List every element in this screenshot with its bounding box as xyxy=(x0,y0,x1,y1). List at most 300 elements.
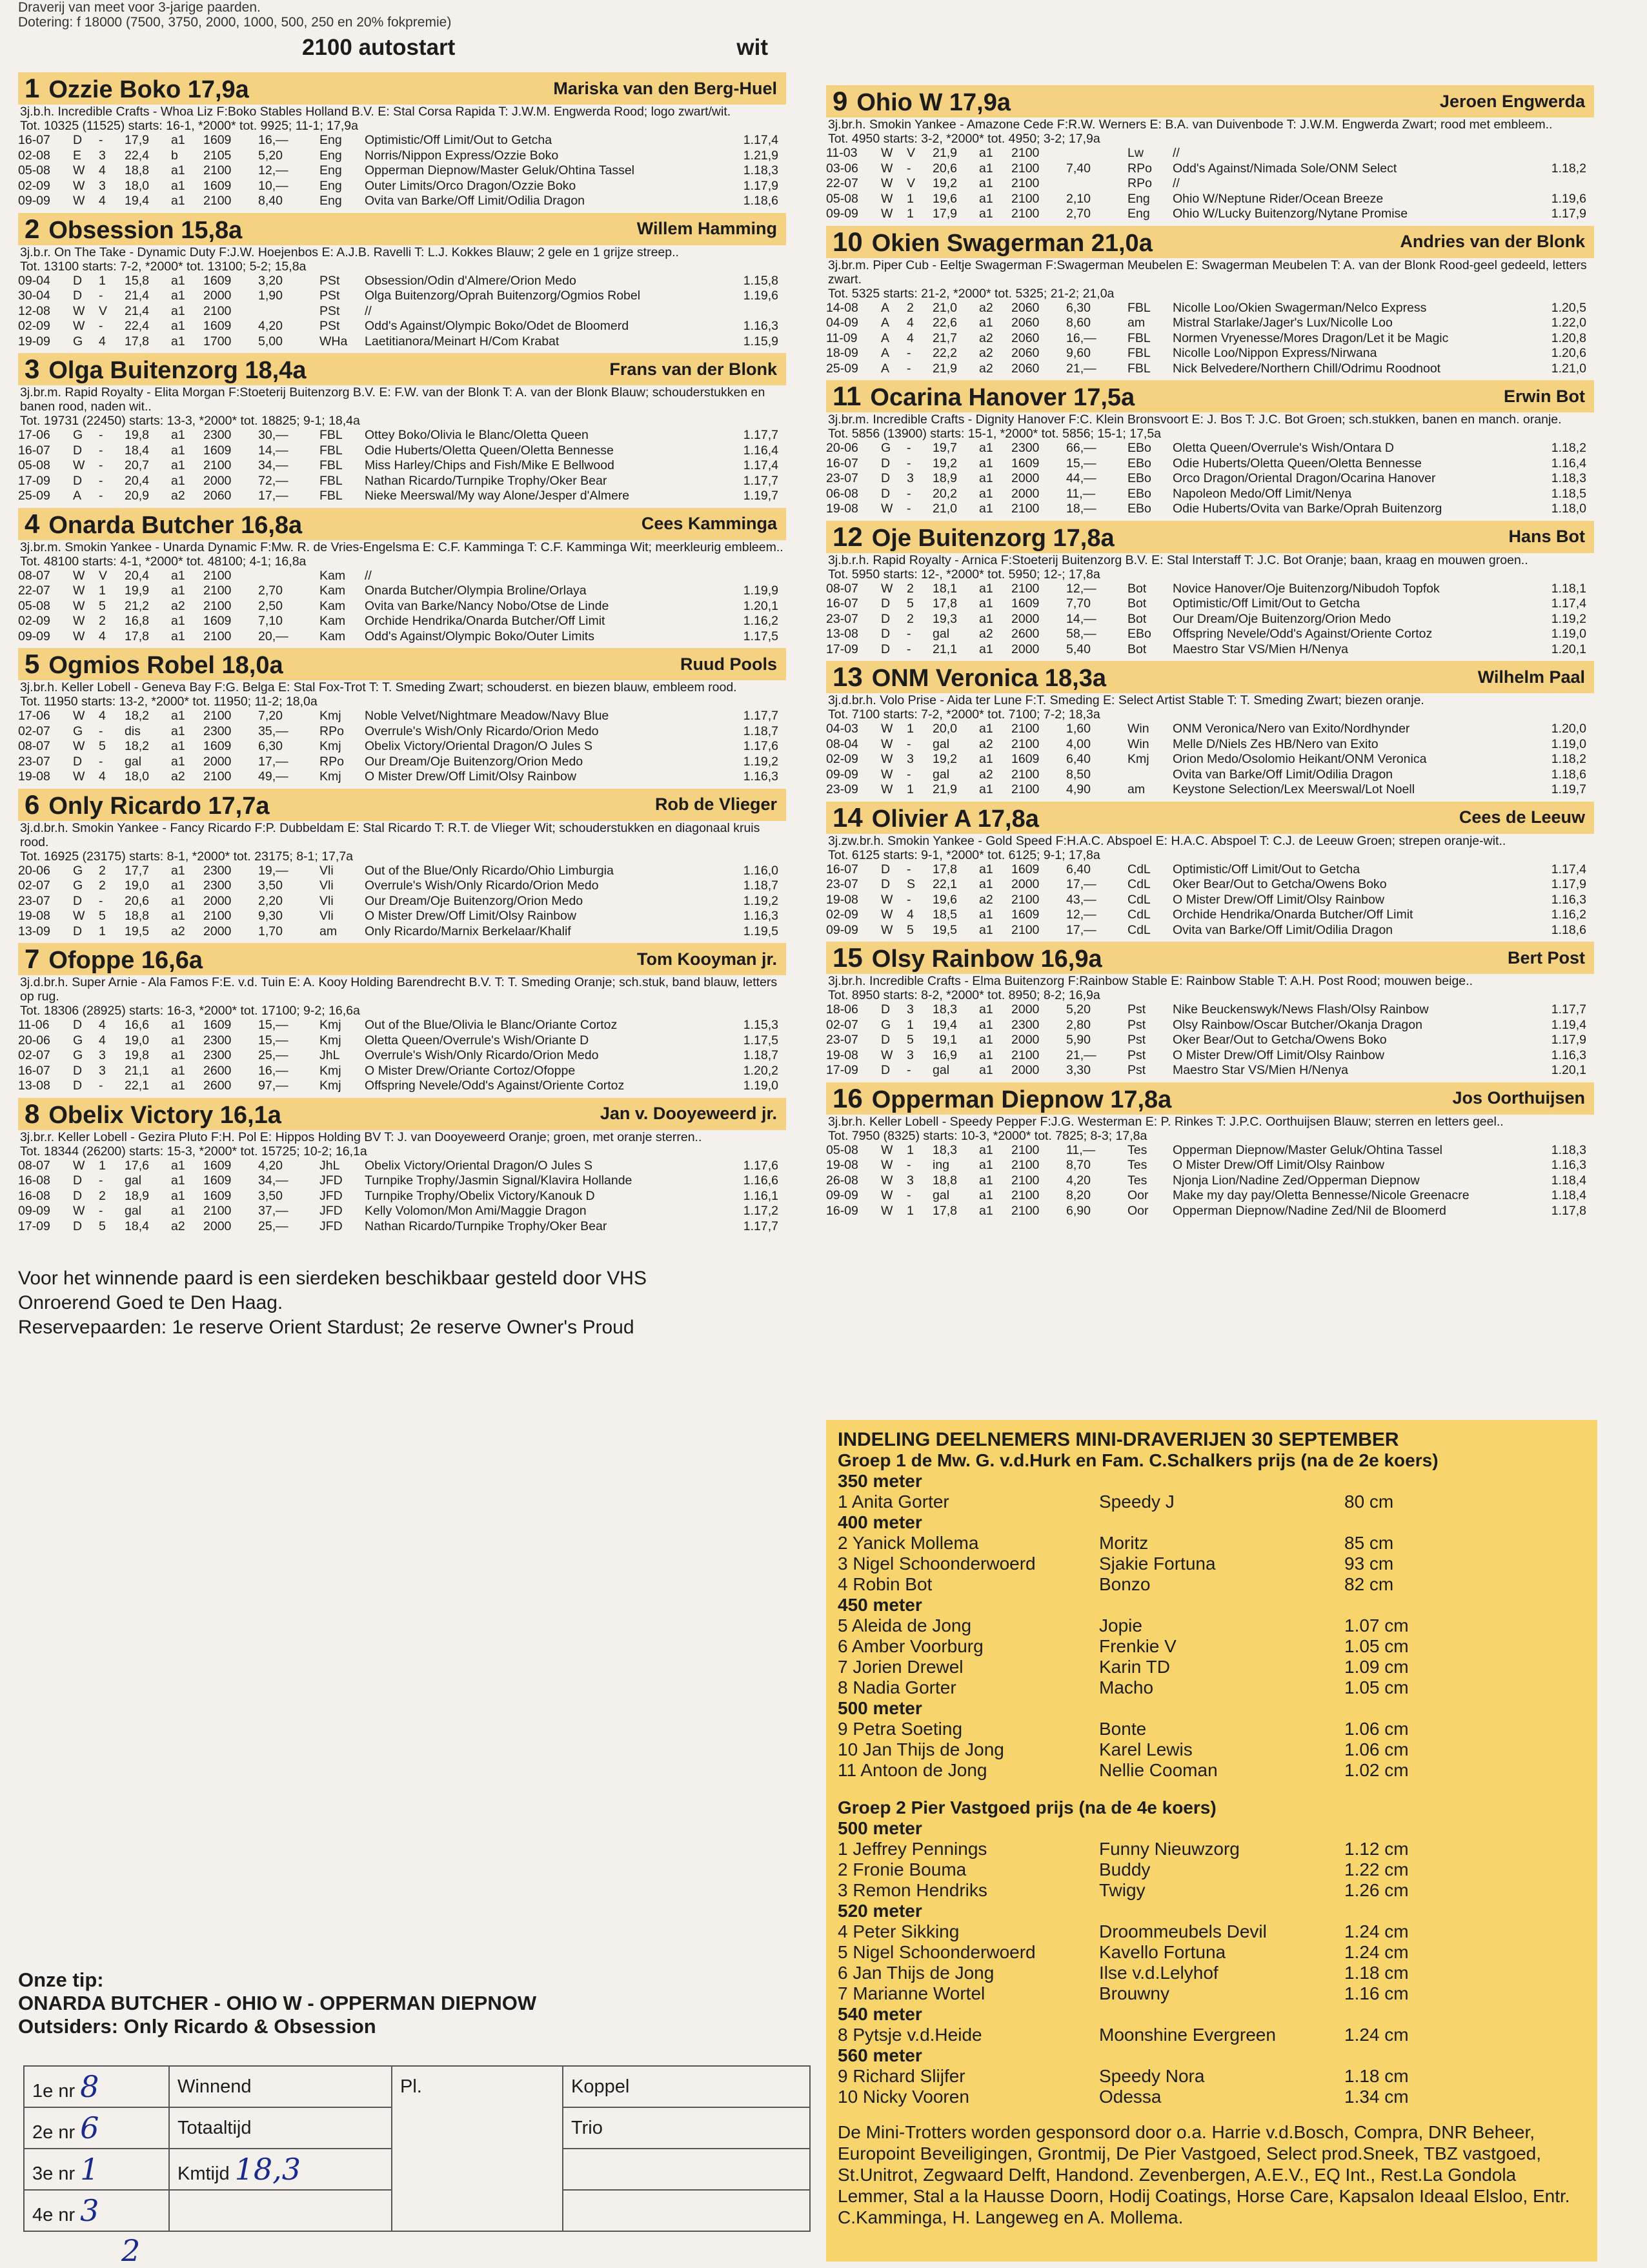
form-cell: 15,8 xyxy=(125,273,149,288)
form-cell: D xyxy=(73,1063,83,1078)
form-cell: W xyxy=(73,458,85,472)
form-row xyxy=(826,1188,1593,1204)
form-cell: 09-04 xyxy=(18,273,50,288)
form-cell: Nathan Ricardo/Turnpike Trophy/Oker Bear xyxy=(365,1219,607,1233)
form-cell: G xyxy=(73,428,83,442)
form-row xyxy=(826,862,1593,878)
form-cell: Bot xyxy=(1127,596,1147,611)
horse-name: Ogmios Robel 18,0a xyxy=(48,652,283,679)
form-cell: 21,— xyxy=(1066,361,1096,376)
pony-height: 1.06 cm xyxy=(1344,1719,1409,1739)
pony-height: 1.05 cm xyxy=(1344,1677,1409,1697)
form-cell: 4 xyxy=(907,330,914,345)
form-cell: a1 xyxy=(979,1173,993,1188)
form-cell: 20,— xyxy=(258,629,288,643)
participant-row xyxy=(838,2087,1586,2107)
form-cell: a1 xyxy=(979,581,993,596)
form-cell: - xyxy=(99,428,103,442)
form-cell: 3,20 xyxy=(258,273,283,288)
pedigree: 3j.br.m. Rapid Royalty - Elita Morgan F:Stoeterij Buitenzorg B.V. E: F.W. van der Blonk T: A. van der Blonk Blauw; schouderstukken en banen rood, naden wit.. xyxy=(20,385,765,414)
form-cell: 08-07 xyxy=(18,568,50,583)
form-cell: Our Dream/Oje Buitenzorg/Orion Medo xyxy=(365,754,583,769)
form-cell: a2 xyxy=(979,330,993,345)
pedigree: 3j.br.m. Smokin Yankee - Unarda Dynamic F:Mw. R. de Vries-Engelsma E: C.F. Kamminga T: C.F. Kamminga Wit; meerkleurig embleem.. xyxy=(20,540,783,554)
form-cell: 8,60 xyxy=(1066,316,1091,330)
pony-height: 1.34 cm xyxy=(1344,2087,1409,2107)
career-totals: Tot. 5856 (13900) starts: 15-1, *2000* tot. 5856; 15-1; 17,5a xyxy=(828,427,1162,441)
form-cell: D xyxy=(73,1018,83,1032)
form-cell: Orco Dragon/Oriental Dragon/Ocarina Hanover xyxy=(1173,471,1436,485)
right-spacer xyxy=(826,0,1594,85)
form-cell: Kelly Volomon/Mon Ami/Maggie Dragon xyxy=(365,1204,587,1218)
form-pl-space-3 xyxy=(392,2190,563,2231)
form-row xyxy=(18,909,785,924)
form-cell: Our Dream/Oje Buitenzorg/Orion Medo xyxy=(365,893,583,908)
form-cell: 2300 xyxy=(203,724,232,738)
form-cell: 1.17,5 xyxy=(743,1033,778,1048)
horse-header xyxy=(826,661,1594,693)
form-blank[interactable] xyxy=(563,2149,810,2190)
form-cell: 18,4 xyxy=(125,443,149,458)
form-2e-nr[interactable]: 2e nr 6 xyxy=(24,2107,169,2149)
form-cell: 22,1 xyxy=(933,877,957,891)
horse-header xyxy=(18,213,786,245)
form-cell: 2100 xyxy=(1011,922,1040,937)
form-cell: a1 xyxy=(979,722,993,736)
form-cell: W xyxy=(881,1173,893,1188)
form-cell: ing xyxy=(933,1158,950,1172)
career-totals: Tot. 7950 (8325) starts: 10-3, *2000* tot. 7825; 8-3; 17,8a xyxy=(828,1128,1147,1143)
form-cell: 1.18,7 xyxy=(743,724,778,738)
form-row xyxy=(18,1204,785,1219)
form-cell: FBL xyxy=(1127,330,1151,345)
form-cell: a2 xyxy=(171,1219,185,1233)
form-cell: 22,4 xyxy=(125,319,149,333)
form-row xyxy=(18,1033,785,1049)
pony-name: Funny Nieuwzorg xyxy=(1099,1839,1240,1859)
form-cell: RPo xyxy=(1127,161,1152,176)
form-cell: - xyxy=(99,443,103,458)
form-cell: a1 xyxy=(171,583,185,598)
handwritten-1: 8 xyxy=(80,2069,99,2104)
form-cell: D xyxy=(73,443,83,458)
form-cell: JhL xyxy=(319,1048,340,1062)
form-cell: 18,4 xyxy=(125,1219,149,1233)
form-cell: a1 xyxy=(171,428,185,442)
form-cell: 20-06 xyxy=(18,1033,50,1048)
form-cell: 2100 xyxy=(1011,191,1040,206)
pony-name: Bonzo xyxy=(1099,1574,1151,1594)
form-cell: 17,8 xyxy=(125,334,149,349)
form-cell: 15,— xyxy=(258,1033,288,1048)
form-cell: Njonja Lion/Nadine Zed/Opperman Diepnow xyxy=(1173,1173,1420,1188)
form-cell: 2100 xyxy=(203,909,232,923)
participant-name: 6 Jan Thijs de Jong xyxy=(838,1963,995,1983)
form-cell: a1 xyxy=(171,739,185,753)
form-koppel[interactable]: Koppel xyxy=(563,2066,810,2107)
form-cell: 2,70 xyxy=(258,583,283,598)
form-cell: 2,20 xyxy=(258,893,283,908)
participant-row xyxy=(838,2066,1586,2087)
participant-name: 3 Remon Hendriks xyxy=(838,1880,987,1900)
form-table xyxy=(826,862,1593,938)
form-cell: a1 xyxy=(171,319,185,333)
form-cell: Turnpike Trophy/Obelix Victory/Kanouk D xyxy=(365,1188,595,1203)
pony-height: 1.05 cm xyxy=(1344,1636,1409,1656)
form-table xyxy=(826,146,1593,222)
form-cell: 1.16,3 xyxy=(1551,1158,1586,1172)
form-cell: 18,9 xyxy=(125,1188,149,1203)
form-cell: 4 xyxy=(99,1018,106,1032)
form-cell: 1 xyxy=(907,722,914,736)
pony-height: 1.26 cm xyxy=(1344,1880,1409,1900)
form-row xyxy=(826,1063,1593,1078)
form-cell: 2,50 xyxy=(258,598,283,613)
form-cell: 2000 xyxy=(1011,471,1040,485)
form-cell: 1 xyxy=(907,191,914,206)
form-cell: Vli xyxy=(319,909,334,923)
form-blank-2[interactable] xyxy=(169,2190,392,2231)
pedigree: 3j.b.r. On The Take - Dynamic Duty F:J.W. Hoejenbos E: A.J.B. Ravelli T: L.J. Kokkes Blauw; 2 gele en 1 grijze streep.. xyxy=(20,245,679,259)
form-cell: 2100 xyxy=(203,629,232,643)
form-cell: Bot xyxy=(1127,642,1147,656)
tip-section xyxy=(18,1969,536,2038)
form-cell: Vli xyxy=(319,863,334,878)
form-cell: 1.18,6 xyxy=(1551,922,1586,937)
form-cell: 2100 xyxy=(203,194,232,208)
form-cell: 17,8 xyxy=(933,1203,957,1218)
form-cell: 1609 xyxy=(203,178,232,193)
form-row xyxy=(826,471,1593,487)
form-cell: 5 xyxy=(99,1219,106,1233)
horse-name: Opperman Diepnow 17,8a xyxy=(871,1086,1172,1113)
form-cell: 14,— xyxy=(258,443,288,458)
form-cell: a1 xyxy=(171,163,185,177)
form-cell: 1609 xyxy=(1011,862,1040,876)
form-cell: W xyxy=(73,303,85,318)
form-cell: D xyxy=(73,1078,83,1093)
form-cell xyxy=(258,569,319,584)
form-row xyxy=(18,924,785,940)
form-row xyxy=(18,163,785,179)
race-distance: 2100 autostart xyxy=(302,35,456,60)
form-cell: Overrule's Wish/Only Ricardo/Orion Medo xyxy=(365,1048,599,1062)
pony-name: Buddy xyxy=(1099,1859,1151,1879)
form-cell: Odie Huberts/Oletta Queen/Oletta Bennesse xyxy=(365,443,614,458)
form-cell: 1.16,2 xyxy=(743,614,778,628)
form-cell: 1,70 xyxy=(258,924,283,938)
form-cell: 1.21,9 xyxy=(743,148,778,163)
form-row xyxy=(826,146,1593,161)
form-cell: Kam xyxy=(319,614,346,628)
form-cell: 18,8 xyxy=(933,1173,957,1188)
distance-heading: 500 meter xyxy=(838,1818,922,1838)
form-cell: Kmj xyxy=(1127,752,1149,766)
form-cell: RPo xyxy=(1127,176,1152,190)
form-cell: W xyxy=(73,583,85,598)
form-cell: O Mister Drew/Off Limit/Olsy Rainbow xyxy=(1173,1158,1384,1172)
form-cell: Odie Huberts/Ovita van Barke/Oprah Buitenzorg xyxy=(1173,501,1442,516)
horse-name: Ohio W 17,9a xyxy=(856,89,1011,116)
form-cell: 6,40 xyxy=(1066,752,1091,766)
horse-number: 14 xyxy=(833,802,863,833)
horse-number: 13 xyxy=(833,662,863,692)
form-cell: 21,2 xyxy=(125,598,149,613)
horse-number: 5 xyxy=(25,649,40,679)
form-blank-3[interactable] xyxy=(563,2190,810,2231)
form-cell: Offspring Nevele/Odd's Against/Oriente Cortoz xyxy=(1173,627,1433,641)
form-cell: 2100 xyxy=(1011,1142,1040,1157)
form-pl[interactable]: Pl. xyxy=(392,2066,563,2107)
form-cell: 2100 xyxy=(1011,1203,1040,1218)
form-cell: E xyxy=(73,148,82,163)
career-totals: Tot. 5950 starts: 12-, *2000* tot. 5950; 12-; 17,8a xyxy=(828,567,1100,582)
form-cell: Opperman Diepnow/Master Geluk/Ohtina Tassel xyxy=(365,163,635,177)
form-cell: 16-07 xyxy=(826,862,858,876)
form-cell: 5,40 xyxy=(1066,642,1091,656)
form-cell: 19,9 xyxy=(125,583,149,598)
form-cell: a1 xyxy=(171,1204,185,1218)
pony-name: Speedy J xyxy=(1099,1492,1175,1512)
form-totaaltijd[interactable]: Totaaltijd xyxy=(169,2107,392,2149)
horse-name: Only Ricardo 17,7a xyxy=(48,792,270,820)
form-cell: 4,00 xyxy=(1066,736,1091,751)
form-row xyxy=(18,443,785,459)
form-cell: 21,1 xyxy=(933,642,957,656)
form-cell: D xyxy=(881,877,891,891)
pedigree: 3j.br.h. Keller Lobell - Geneva Bay F:G. Belga E: Stal Fox-Trot T: T. Smeding Zwart; schouderst. en biezen blauw, embleem rood. xyxy=(20,680,737,694)
form-cell: 6,30 xyxy=(258,739,283,753)
race-header xyxy=(18,35,786,61)
form-cell: 18-06 xyxy=(826,1002,858,1017)
form-cell: Ovita van Barke/Nancy Nobo/Otse de Linde xyxy=(365,598,609,613)
form-row xyxy=(826,456,1593,472)
career-totals: Tot. 19731 (22450) starts: 13-3, *2000* tot. 18825; 9-1; 18,4a xyxy=(20,414,360,428)
form-4e-nr[interactable]: 4e nr 3 xyxy=(24,2190,169,2231)
form-cell: Tes xyxy=(1127,1142,1147,1157)
form-cell: Novice Hanover/Oje Buitenzorg/Nibudoh Topfok xyxy=(1173,581,1440,596)
form-cell: EBo xyxy=(1127,471,1151,485)
form-cell: - xyxy=(907,892,911,907)
form-cell: 2,80 xyxy=(1066,1017,1091,1032)
form-cell: 18,2 xyxy=(125,709,149,723)
form-cell: 16,8 xyxy=(125,614,149,628)
form-cell: a2 xyxy=(171,769,185,784)
form-cell: a1 xyxy=(979,456,993,471)
form-cell: 3 xyxy=(907,1173,914,1188)
form-cell: 20,4 xyxy=(125,568,149,583)
form-cell: Kmj xyxy=(319,709,341,723)
pony-name: Ilse v.d.Lelyhof xyxy=(1099,1963,1218,1983)
form-trio[interactable]: Trio xyxy=(563,2107,810,2149)
form-cell: 1.15,3 xyxy=(743,1018,778,1032)
career-totals: Tot. 5325 starts: 21-2, *2000* tot. 5325; 21-2; 21,0a xyxy=(828,286,1115,301)
form-winnend[interactable]: Winnend xyxy=(169,2066,392,2107)
form-cell: 1.17,8 xyxy=(1551,1203,1586,1218)
form-cell: 4,90 xyxy=(1066,782,1091,796)
form-row xyxy=(18,864,785,879)
form-cell: 05-08 xyxy=(18,163,50,177)
form-cell: 2 xyxy=(99,1188,106,1203)
form-cell: Eng xyxy=(319,148,342,163)
form-cell: Nicolle Loo/Okien Swagerman/Nelco Express xyxy=(1173,300,1427,315)
form-cell: Eng xyxy=(319,178,342,193)
form-cell: a2 xyxy=(171,598,185,613)
form-cell: Pst xyxy=(1127,1002,1146,1017)
form-cell: 1.17,4 xyxy=(743,458,778,472)
form-cell: 02-09 xyxy=(826,752,858,766)
form-cell: 9,30 xyxy=(258,909,283,923)
pedigree: 3j.d.br.h. Smokin Yankee - Fancy Ricardo F:P. Dubbeldam E: Stal Ricardo T: R.T. de Vlieger Wit; schouderstukken en diagonaal kruis rood. xyxy=(20,820,760,849)
form-cell: 2100 xyxy=(203,598,232,613)
form-cell: a1 xyxy=(171,893,185,908)
form-cell: W xyxy=(73,614,85,628)
mini-group-2-list xyxy=(838,1818,1586,2107)
form-cell: G xyxy=(73,334,83,349)
form-row xyxy=(826,907,1593,923)
form-cell: 1.21,0 xyxy=(1551,361,1586,376)
form-cell: 1.18,6 xyxy=(743,194,778,208)
form-cell: - xyxy=(99,1204,103,1218)
form-cell xyxy=(681,304,785,319)
form-cell: 18-09 xyxy=(826,346,858,360)
form-cell: 2100 xyxy=(1011,146,1040,160)
form-cell: Olga Buitenzorg/Oprah Buitenzorg/Ogmios Robel xyxy=(365,289,641,303)
form-cell: 17,— xyxy=(1066,922,1096,937)
form-cell: 08-04 xyxy=(826,736,858,751)
form-cell: 1609 xyxy=(203,1173,232,1188)
form-cell: W xyxy=(73,163,85,177)
form-cell: 1.19,6 xyxy=(743,289,778,303)
form-cell: 3 xyxy=(907,471,914,485)
form-cell: Odd's Against/Nimada Sole/ONM Select xyxy=(1173,161,1397,176)
form-row xyxy=(18,629,785,645)
horse-header xyxy=(826,226,1594,258)
form-cell: a1 xyxy=(171,1048,185,1062)
form-cell: 1609 xyxy=(203,739,232,753)
form-cell: 1.18,3 xyxy=(1551,471,1586,485)
driver-name: Cees Kamminga xyxy=(641,514,777,533)
handwritten-3: 1 xyxy=(80,2152,99,2187)
form-cell: Overrule's Wish/Only Ricardo/Orion Medo xyxy=(365,878,599,893)
form-cell: - xyxy=(99,754,103,769)
form-cell: 1609 xyxy=(203,1158,232,1173)
horse-entry xyxy=(826,802,1594,938)
form-cell: - xyxy=(99,1173,103,1188)
form-cell: Maestro Star VS/Mien H/Nenya xyxy=(1173,1063,1349,1077)
form-cell: Oker Bear/Out to Getcha/Owens Boko xyxy=(1173,877,1387,891)
form-cell: 16-07 xyxy=(18,133,50,147)
form-cell: a1 xyxy=(171,133,185,147)
form-cell: 7,70 xyxy=(1066,596,1091,611)
form-cell: 9,60 xyxy=(1066,346,1091,360)
form-cell: 19,8 xyxy=(125,428,149,442)
form-cell: 4,20 xyxy=(258,319,283,333)
form-cell: 02-07 xyxy=(18,724,50,738)
form-cell: gal xyxy=(933,767,950,782)
form-cell: a1 xyxy=(171,909,185,923)
form-cell: 19,0 xyxy=(125,878,149,893)
form-cell: - xyxy=(907,736,911,751)
form-cell: W xyxy=(881,782,893,796)
driver-name: Andries van der Blonk xyxy=(1400,232,1585,251)
participant-name: 7 Marianne Wortel xyxy=(838,1983,985,2003)
pony-height: 1.24 cm xyxy=(1344,2025,1409,2045)
form-cell: 19,2 xyxy=(933,176,957,190)
form-cell: 4 xyxy=(907,907,914,922)
form-cell: 72,— xyxy=(258,473,288,488)
form-cell: Outer Limits/Orco Dragon/Ozzie Boko xyxy=(365,178,576,193)
form-cell: // xyxy=(1173,176,1180,190)
form-cell: 13-08 xyxy=(826,627,858,641)
pony-height: 1.09 cm xyxy=(1344,1657,1409,1677)
form-cell: O Mister Drew/Oriante Cortoz/Ofoppe xyxy=(365,1063,576,1078)
form-cell: 10,— xyxy=(258,178,288,193)
form-cell: 17-09 xyxy=(826,642,858,656)
form-kmtijd[interactable]: Kmtijd 18,3 xyxy=(169,2149,392,2190)
form-1e-nr[interactable]: 1e nr 8 xyxy=(24,2066,169,2107)
participant-row xyxy=(838,1574,1586,1595)
form-cell: 1.19,2 xyxy=(1551,611,1586,626)
form-cell: Eng xyxy=(1127,191,1150,206)
form-cell: 1700 xyxy=(203,334,232,349)
participant-name: 8 Pytsje v.d.Heide xyxy=(838,2025,982,2045)
form-cell: 26-08 xyxy=(826,1173,858,1188)
form-cell: EBo xyxy=(1127,501,1151,516)
form-cell: 22,4 xyxy=(125,148,149,163)
form-cell: 23-09 xyxy=(826,782,858,796)
form-cell: 2000 xyxy=(1011,642,1040,656)
form-cell: A xyxy=(881,300,890,315)
mini-draverijen-box xyxy=(826,1420,1597,2262)
form-cell: W xyxy=(881,1203,893,1218)
handwritten-kmtijd: 18,3 xyxy=(234,2152,301,2187)
form-row xyxy=(18,614,785,629)
horse-name: Olga Buitenzorg 18,4a xyxy=(48,357,307,384)
form-cell: Oletta Queen/Overrule's Wish/Ontara D xyxy=(1173,441,1394,455)
form-cell: 1.18,2 xyxy=(1551,161,1586,176)
participant-name: 9 Petra Soeting xyxy=(838,1719,963,1739)
form-cell: 16-07 xyxy=(826,596,858,611)
form-cell: Keystone Selection/Lex Meerswal/Lot Noell xyxy=(1173,782,1415,796)
horse-number: 10 xyxy=(833,226,863,257)
form-cell: 2100 xyxy=(1011,1173,1040,1188)
form-3e-nr[interactable]: 3e nr 1 xyxy=(24,2149,169,2190)
horse-number: 11 xyxy=(833,381,862,411)
handwritten-5: 2 xyxy=(121,2233,141,2268)
form-row xyxy=(18,1064,785,1079)
form-cell: 1.20,0 xyxy=(1551,722,1586,736)
form-cell: EBo xyxy=(1127,441,1151,455)
horse-entry xyxy=(826,521,1594,658)
horse-entry xyxy=(18,943,786,1094)
form-cell: 18,0 xyxy=(125,769,149,784)
form-cell: a1 xyxy=(979,1203,993,1218)
form-cell: a1 xyxy=(171,1018,185,1032)
horse-number: 12 xyxy=(833,521,863,552)
form-cell: 2600 xyxy=(203,1078,232,1093)
form-cell: a1 xyxy=(979,207,993,221)
form-row xyxy=(826,346,1593,361)
form-row xyxy=(826,1173,1593,1189)
form-cell: 2000 xyxy=(1011,1063,1040,1077)
form-cell: 17-06 xyxy=(18,428,50,442)
pedigree: 3j.br.m. Piper Cub - Eeltje Swagerman F:Swagerman Meubelen E: Swagerman Meubelen T: A. van der Blonk Rood-geel gedeeld, letters zwart. xyxy=(828,258,1587,287)
form-cell: 4 xyxy=(99,1033,106,1048)
form-cell: W xyxy=(73,1158,85,1173)
form-cell: 25,— xyxy=(258,1219,288,1233)
form-cell: 2000 xyxy=(203,473,232,488)
